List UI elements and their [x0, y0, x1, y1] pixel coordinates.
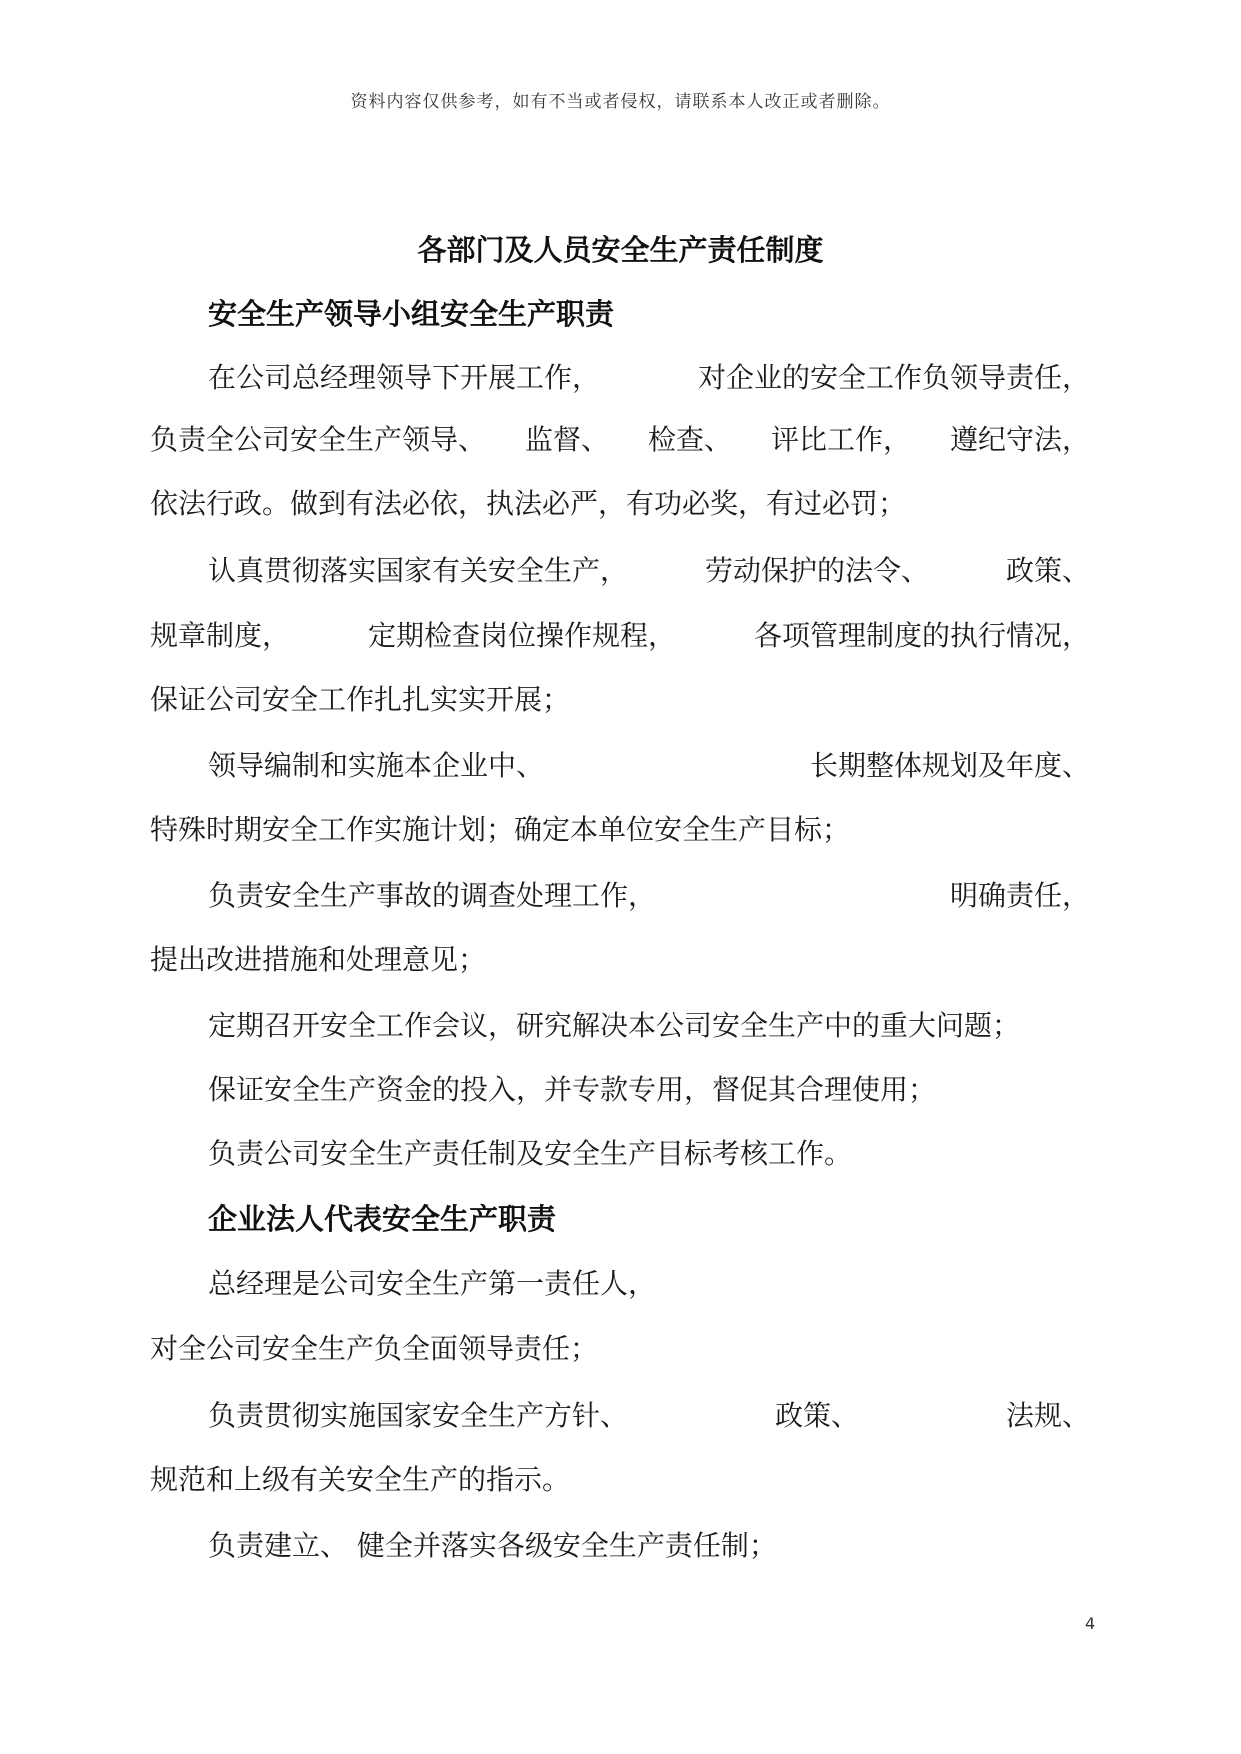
paragraph-line: 特殊时期安全工作实施计划；确定本单位安全生产目标；: [150, 813, 851, 846]
text-segment: 法规、: [1005, 1399, 1090, 1432]
paragraph-line: 规范和上级有关安全生产的指示。: [150, 1463, 571, 1496]
paragraph-line: 对全公司安全生产负全面领导责任；: [150, 1332, 599, 1365]
text-segment: 定期检查岗位操作规程，: [367, 619, 676, 652]
section-heading-leadership-group: 安全生产领导小组安全生产职责: [208, 297, 615, 331]
text-segment: 规章制度，: [150, 619, 291, 652]
text-segment: 负责全公司安全生产领导、: [150, 423, 487, 456]
paragraph-line: 定期召开安全工作会议，研究解决本公司安全生产中的重大问题；: [208, 1009, 1021, 1042]
paragraph-line: [208, 876, 1090, 916]
text-segment: 认真贯彻落实国家有关安全生产，: [208, 554, 629, 587]
text-segment: 劳动保护的法令、: [704, 554, 929, 587]
text-segment: 对企业的安全工作负领导责任，: [697, 361, 1090, 394]
text-segment: 长期整体规划及年度、: [809, 749, 1090, 782]
paragraph-line: 总经理是公司安全生产第一责任人，: [208, 1267, 657, 1300]
text-segment: 负责安全生产事故的调查处理工作，: [208, 879, 657, 912]
paragraph-line: 负责建立、 健全并落实各级安全生产责任制；: [208, 1529, 777, 1562]
paragraph-line: [150, 420, 1090, 460]
paragraph-line: 依法行政。做到有法必依，执法必严，有功必奖，有过必罚；: [150, 487, 907, 520]
text-segment: 各项管理制度的执行情况，: [753, 619, 1090, 652]
page-number: 4: [1085, 1614, 1096, 1633]
text-segment: 明确责任，: [949, 879, 1090, 912]
paragraph-line: 提出改进措施和处理意见；: [150, 943, 487, 976]
paragraph-line: [208, 551, 1090, 591]
text-segment: 政策、: [774, 1399, 859, 1432]
text-segment: 在公司总经理领导下开展工作，: [208, 361, 601, 394]
header-disclaimer: 资料内容仅供参考，如有不当或者侵权，请联系本人改正或者删除。: [350, 92, 891, 112]
text-segment: 评比工作，: [770, 423, 911, 456]
text-segment: 监督、: [524, 423, 609, 456]
paragraph-line: 保证安全生产资金的投入，并专款专用，督促其合理使用；: [208, 1073, 937, 1106]
paragraph-line: 负责公司安全生产责任制及安全生产目标考核工作。: [208, 1137, 853, 1170]
document-title: 各部门及人员安全生产责任制度: [417, 233, 824, 267]
paragraph-line: [208, 1396, 1090, 1436]
paragraph-line: [208, 746, 1090, 786]
text-segment: 遵纪守法，: [949, 423, 1090, 456]
section-heading-legal-representative: 企业法人代表安全生产职责: [208, 1202, 557, 1236]
paragraph-line: [150, 616, 1090, 656]
text-segment: 政策、: [1005, 554, 1090, 587]
text-segment: 负责贯彻实施国家安全生产方针、: [208, 1399, 629, 1432]
paragraph-line: 保证公司安全工作扎扎实实开展；: [150, 683, 571, 716]
text-segment: 检查、: [647, 423, 732, 456]
text-segment: 领导编制和实施本企业中、: [208, 749, 545, 782]
paragraph-line: [208, 358, 1090, 398]
